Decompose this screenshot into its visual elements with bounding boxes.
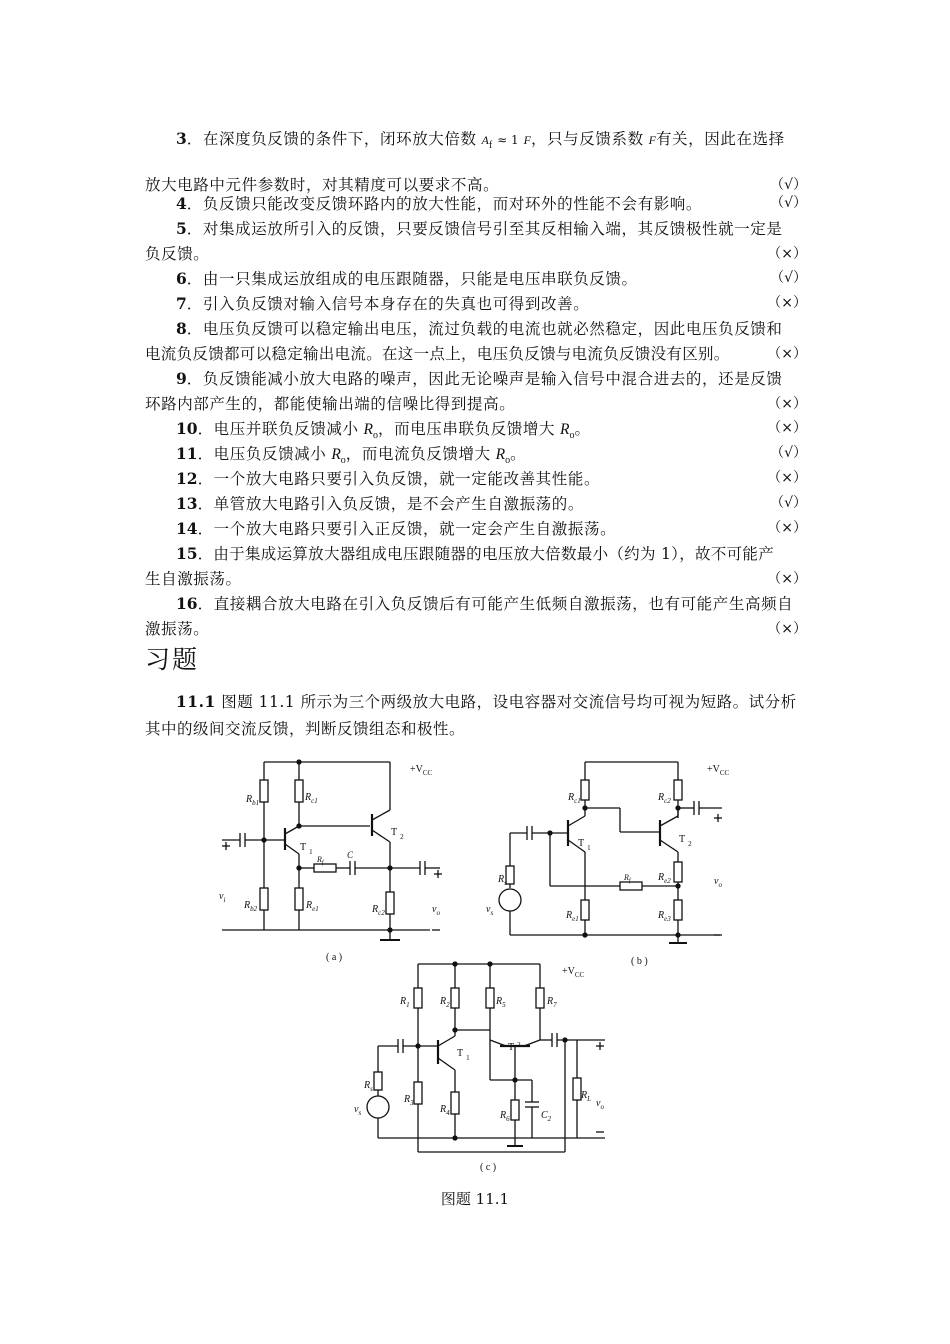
item-number: 5	[176, 219, 187, 238]
math-approx: ≈ 1	[497, 133, 519, 147]
label-vs: $v_s$	[486, 904, 494, 917]
answer-mark: （×）	[767, 346, 807, 362]
resistor-rb2	[260, 888, 268, 910]
item-text: ．电压负反馈可以稳定输出电压，流过负载的电流也就必然稳定，因此电压负反馈和	[186, 320, 783, 338]
label-rc1: $R_{c1}$	[568, 792, 581, 805]
item-number: 16	[176, 594, 198, 613]
item-text: ，只与反馈系数	[530, 130, 644, 148]
item-number: 15	[176, 544, 198, 563]
resistor-rc2	[386, 892, 394, 914]
label-vi: $v_i$	[219, 891, 226, 904]
label-r2: $R_2$	[440, 996, 450, 1009]
answer-mark: （×）	[767, 520, 807, 536]
figure-caption: 图题 11.1	[440, 1190, 510, 1208]
answer-mark: （×）	[767, 396, 807, 412]
item-text-line2: 放大电路中元件参数时，对其精度可以要求不高。	[145, 176, 500, 194]
label-rb1: $R_{b1}$	[246, 794, 260, 807]
problem-text-line2: 其中的级间交流反馈，判断反馈组态和极性。	[145, 720, 466, 738]
answer-mark: （×）	[767, 621, 807, 637]
resistor-r5	[486, 988, 494, 1008]
item-number: 10	[176, 419, 198, 438]
sub-caption-b: ( b )	[631, 956, 648, 967]
label-re1: $R_{e1}$	[566, 910, 579, 923]
item-number: 3	[176, 129, 187, 148]
item-text: 。	[510, 445, 526, 463]
label-r7: $R_7$	[547, 996, 557, 1009]
answer-mark: （√）	[770, 445, 807, 461]
label-r4: $R_4$	[440, 1104, 450, 1117]
label-rf: $R_f$	[624, 873, 631, 884]
math-feedback-symbol: F	[648, 133, 656, 147]
label-rs: $R_s$	[364, 1080, 373, 1093]
voltage-source-vs	[499, 889, 521, 911]
answer-mark: （×）	[767, 571, 807, 587]
item-text-line2: 环路内部产生的，都能使输出端的信噪比得到提高。	[145, 395, 516, 413]
resistor-rc1	[295, 780, 303, 802]
label-t2: T $^2$	[508, 1041, 521, 1053]
resistor-r4	[451, 1092, 459, 1114]
resistor-re1	[295, 888, 303, 910]
item-text-line2: 电流负反馈都可以稳定输出电流。在这一点上，电压负反馈与电流负反馈没有区别。	[145, 345, 730, 363]
voltage-source-vs	[367, 1096, 389, 1118]
label-r1: $R_1$	[400, 996, 410, 1009]
resistor-r3	[414, 1082, 422, 1104]
label-rc1: $R_{c1}$	[305, 792, 318, 805]
item-text: ．负反馈只能改变反馈环路内的放大性能，而对环外的性能不会有影响。	[186, 195, 702, 213]
resistor-rf	[620, 882, 642, 890]
resistor-r6	[511, 1100, 519, 1120]
resistance-symbol: $R_o$	[363, 421, 378, 441]
label-vo: $v_o$	[596, 1098, 604, 1111]
item-number: 4	[176, 194, 187, 213]
resistor-rl	[573, 1078, 581, 1100]
vcc-label: $+V_{CC}$	[562, 966, 585, 979]
resistor-rc1	[581, 780, 589, 800]
vcc-label: $+V_{CC}$	[707, 764, 730, 777]
sub-caption-a: ( a )	[326, 952, 343, 963]
label-rc2: $R_{c2}$	[658, 792, 671, 805]
resistor-re2	[674, 862, 682, 882]
item-text: ．在深度负反馈的条件下，闭环放大倍数	[186, 130, 477, 148]
resistor-r7	[536, 988, 544, 1008]
item-number: 13	[176, 494, 198, 513]
label-t2: T $_2$	[679, 834, 692, 848]
resistor-rc2	[674, 780, 682, 800]
item-number: 7	[176, 294, 187, 313]
item-text: 有关，因此在选择	[655, 130, 785, 148]
label-vs: $v_s$	[354, 1104, 362, 1117]
problem-text: 图题 11.1 所示为三个两级放大电路，设电容器对交流信号均可视为短路。试分析	[221, 693, 797, 711]
resistor-rs	[374, 1072, 382, 1090]
item-text: ．一个放大电路只要引入负反馈，就一定能改善其性能。	[197, 470, 601, 488]
resistance-symbol: $R_o$	[560, 421, 575, 441]
resistor-r1	[414, 988, 422, 1008]
item-text: ．由一只集成运放组成的电压跟随器，只能是电压串联负反馈。	[186, 270, 638, 288]
item-text: ．由于集成运算放大器组成电压跟随器的电压放大倍数最小（约为 1），故不可能产	[197, 545, 775, 563]
answer-mark: （√）	[770, 177, 807, 193]
math-feedback-symbol: F	[523, 133, 531, 147]
item-number: 6	[176, 269, 187, 288]
resistor-re1	[581, 900, 589, 920]
item-number: 11	[176, 444, 198, 463]
resistor-rs	[506, 866, 514, 884]
answer-mark: （√）	[770, 270, 807, 286]
answer-mark: （×）	[767, 420, 807, 436]
label-r3: $R_3$	[404, 1094, 414, 1107]
resistor-re3	[674, 900, 682, 920]
label-r6: $R_6$	[500, 1110, 510, 1123]
section-heading: 习题	[145, 645, 200, 674]
circuit-c	[354, 962, 605, 1173]
item-text: ．单管放大电路引入负反馈，是不会产生自激振荡的。	[197, 495, 584, 513]
label-t1: T $_1$	[300, 842, 313, 856]
sub-caption-c: ( c )	[480, 1162, 497, 1173]
item-number: 8	[176, 319, 187, 338]
resistor-r2	[451, 988, 459, 1008]
answer-mark: （√）	[770, 495, 807, 511]
math-gain-symbol: $A_f$	[481, 133, 493, 151]
label-r5: $R_5$	[496, 996, 506, 1009]
item-number: 14	[176, 519, 198, 538]
label-rc2: $R_{c2}$	[372, 904, 385, 917]
resistance-symbol: $R_o$	[331, 446, 346, 466]
resistance-symbol: $R_o$	[495, 446, 511, 466]
item-text: ．一个放大电路只要引入正反馈，就一定会产生自激振荡。	[197, 520, 617, 538]
item-text-line2: 激振荡。	[145, 620, 210, 638]
circuit-b	[486, 762, 730, 967]
answer-mark: （×）	[767, 246, 807, 262]
item-text: ，而电流负反馈增大	[345, 445, 491, 463]
answer-mark: （√）	[770, 195, 807, 211]
item-text: ．电压并联负反馈减小	[197, 420, 359, 438]
resistor-rb1	[260, 780, 268, 802]
label-re1: $R_{e1}$	[306, 900, 319, 913]
item-text: ．对集成运放所引入的反馈，只要反馈信号引至其反相输入端，其反馈极性就一定是	[186, 220, 783, 238]
label-t1: T $_1$	[457, 1048, 470, 1062]
answer-mark: （×）	[767, 470, 807, 486]
circuit-a	[219, 760, 442, 963]
item-text: ．负反馈能减小放大电路的噪声，因此无论噪声是输入信号中混合进去的，还是反馈	[186, 370, 783, 388]
label-c: C	[347, 850, 354, 860]
label-rf: $R_f$	[317, 855, 324, 866]
item-text-line2: 生自激振荡。	[145, 570, 242, 588]
item-text: ．电压负反馈减小	[197, 445, 327, 463]
item-text: ．直接耦合放大电路在引入负反馈后有可能产生低频自激振荡，也有可能产生高频自	[197, 595, 794, 613]
label-rs: $R_s$	[498, 874, 507, 887]
label-c2: $C_2$	[541, 1110, 552, 1123]
vcc-label: $+V_{CC}$	[410, 764, 433, 777]
item-text: ，而电压串联负反馈增大	[378, 420, 556, 438]
label-re3: $R_{e3}$	[658, 910, 671, 923]
label-vo: $v_o$	[432, 904, 440, 917]
label-vo: $v_o$	[714, 876, 722, 889]
resistor-rf	[314, 864, 336, 872]
item-text: ．引入负反馈对输入信号本身存在的失真也可得到改善。	[186, 295, 590, 313]
item-number: 9	[176, 369, 187, 388]
label-rb2: $R_{b2}$	[244, 900, 258, 913]
item-number: 12	[176, 469, 198, 488]
label-t2: T $_2$	[391, 827, 404, 841]
label-re2: $R_{e2}$	[658, 872, 671, 885]
label-rl: $R_L$	[581, 1090, 592, 1103]
problem-number: 11.1	[176, 692, 216, 711]
item-text: 。	[574, 420, 591, 438]
label-t1: T $_1$	[578, 838, 591, 852]
answer-mark: （×）	[767, 295, 807, 311]
item-text-line2: 负反馈。	[145, 245, 210, 263]
